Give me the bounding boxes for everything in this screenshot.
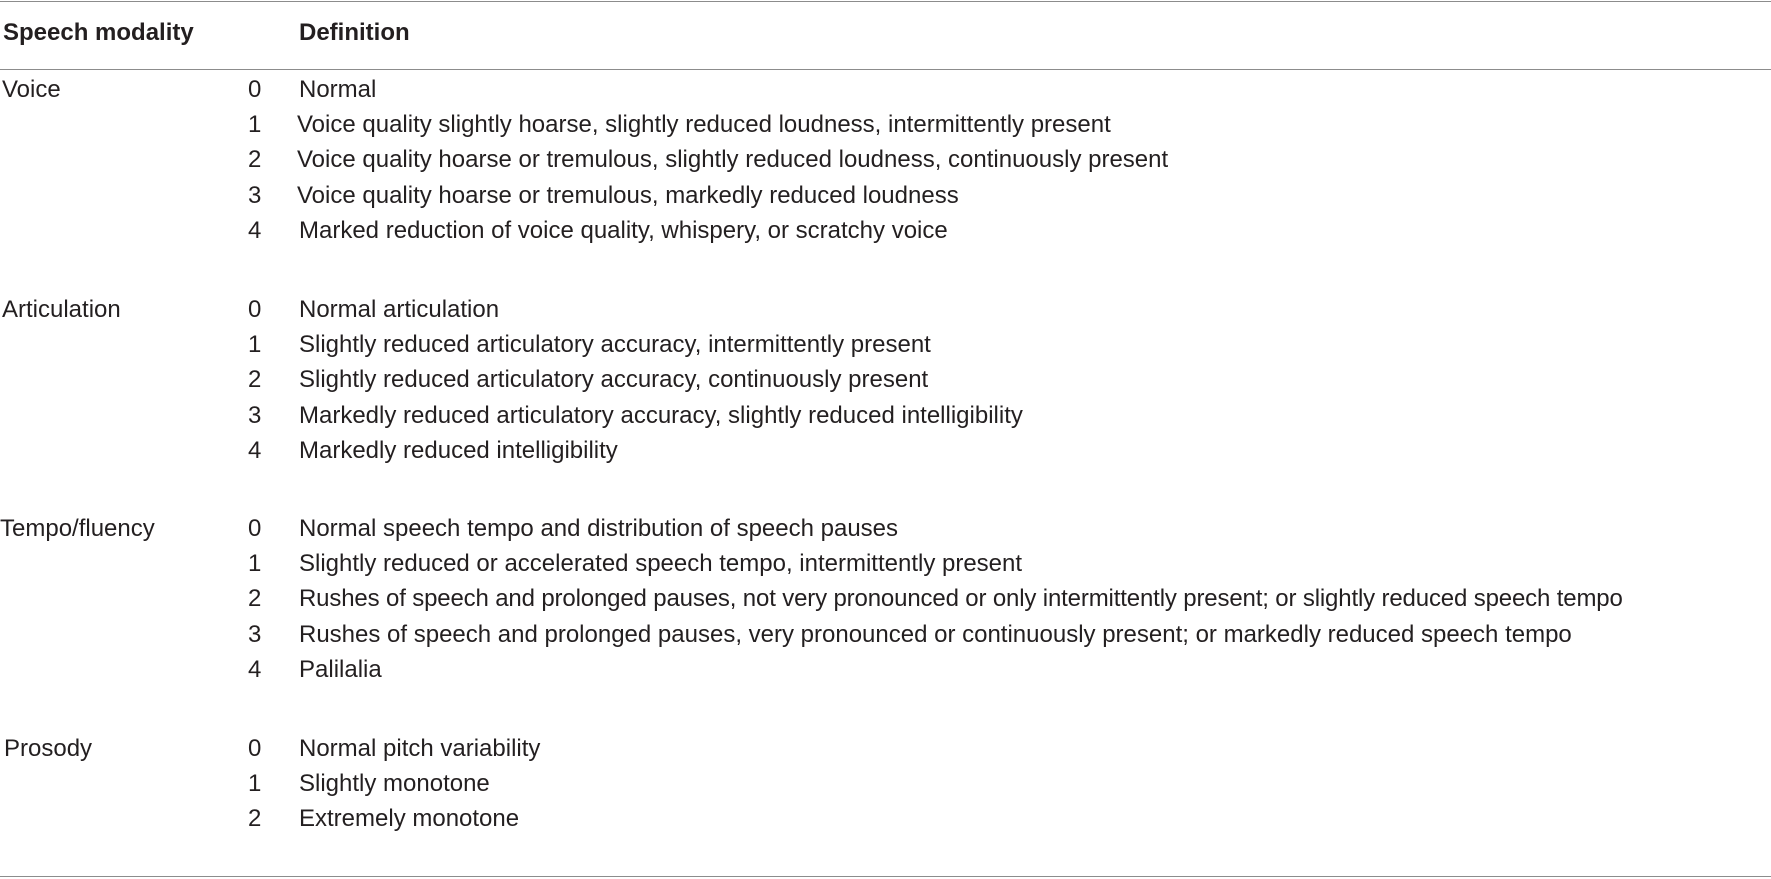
score-value: 1 [248, 770, 262, 797]
table-row [0, 75, 1771, 105]
score-value: 3 [248, 402, 262, 429]
modality-label: Tempo/fluency [0, 515, 155, 542]
table-row [0, 436, 1771, 466]
definition-text: Marked reduction of voice quality, whispery, or scratchy voice [299, 217, 948, 244]
score-value: 1 [248, 550, 262, 577]
score-value: 0 [248, 296, 262, 323]
definition-text: Voice quality hoarse or tremulous, markedly reduced loudness [297, 182, 959, 209]
definition-text: Normal [299, 76, 377, 103]
table-row [0, 365, 1771, 395]
modality-label: Articulation [2, 296, 121, 323]
definition-text: Slightly reduced articulatory accuracy, continuously present [299, 366, 929, 393]
definition-text: Slightly monotone [299, 770, 490, 797]
definition-text: Voice quality hoarse or tremulous, slightly reduced loudness, continuously present [297, 146, 1169, 173]
definition-text: Voice quality slightly hoarse, slightly reduced loudness, intermittently present [297, 111, 1111, 138]
score-value: 2 [248, 366, 262, 393]
score-value: 4 [248, 437, 262, 464]
definition-text: Extremely monotone [299, 805, 520, 832]
table-row [0, 584, 1771, 614]
definition-text: Rushes of speech and prolonged pauses, very pronounced or continuously present; or markedly reduced speech tempo [299, 621, 1572, 648]
score-value: 1 [248, 331, 262, 358]
definition-text: Normal speech tempo and distribution of speech pauses [299, 515, 899, 542]
table-row [0, 620, 1771, 650]
score-value: 0 [248, 735, 262, 762]
table-row [0, 330, 1771, 360]
table-row [0, 401, 1771, 431]
definition-text: Normal articulation [299, 296, 500, 323]
table-row [0, 804, 1771, 834]
definition-text: Markedly reduced articulatory accuracy, slightly reduced intelligibility [299, 402, 1023, 429]
table-row [0, 549, 1771, 579]
table-row [0, 181, 1771, 211]
score-value: 3 [248, 182, 262, 209]
score-value: 2 [248, 146, 262, 173]
table-row [0, 110, 1771, 140]
header-speech-modality: Speech modality [3, 19, 194, 46]
table-row [0, 145, 1771, 175]
definition-text: Slightly reduced or accelerated speech tempo, intermittently present [299, 550, 1023, 577]
table-header-rule [0, 69, 1771, 70]
definition-text: Slightly reduced articulatory accuracy, intermittently present [299, 331, 931, 358]
score-value: 4 [248, 217, 262, 244]
table-row [0, 734, 1771, 764]
score-value: 4 [248, 656, 262, 683]
definition-text: Markedly reduced intelligibility [299, 437, 618, 464]
modality-label: Voice [2, 76, 61, 103]
definition-text: Rushes of speech and prolonged pauses, not very pronounced or only intermittently present; or slightly reduced speech tempo [299, 585, 1623, 612]
score-value: 2 [248, 585, 262, 612]
header-definition: Definition [299, 19, 410, 46]
score-value: 1 [248, 111, 262, 138]
table-bottom-rule [0, 876, 1771, 877]
table-row [0, 655, 1771, 685]
definition-text: Normal pitch variability [299, 735, 541, 762]
table-top-rule [0, 1, 1771, 2]
table-row [0, 295, 1771, 325]
score-value: 2 [248, 805, 262, 832]
table-row [0, 769, 1771, 799]
table-row [0, 514, 1771, 544]
modality-label: Prosody [4, 735, 93, 762]
score-value: 0 [248, 515, 262, 542]
table-row [0, 216, 1771, 246]
score-value: 0 [248, 76, 262, 103]
definition-text: Palilalia [299, 656, 382, 683]
score-value: 3 [248, 621, 262, 648]
